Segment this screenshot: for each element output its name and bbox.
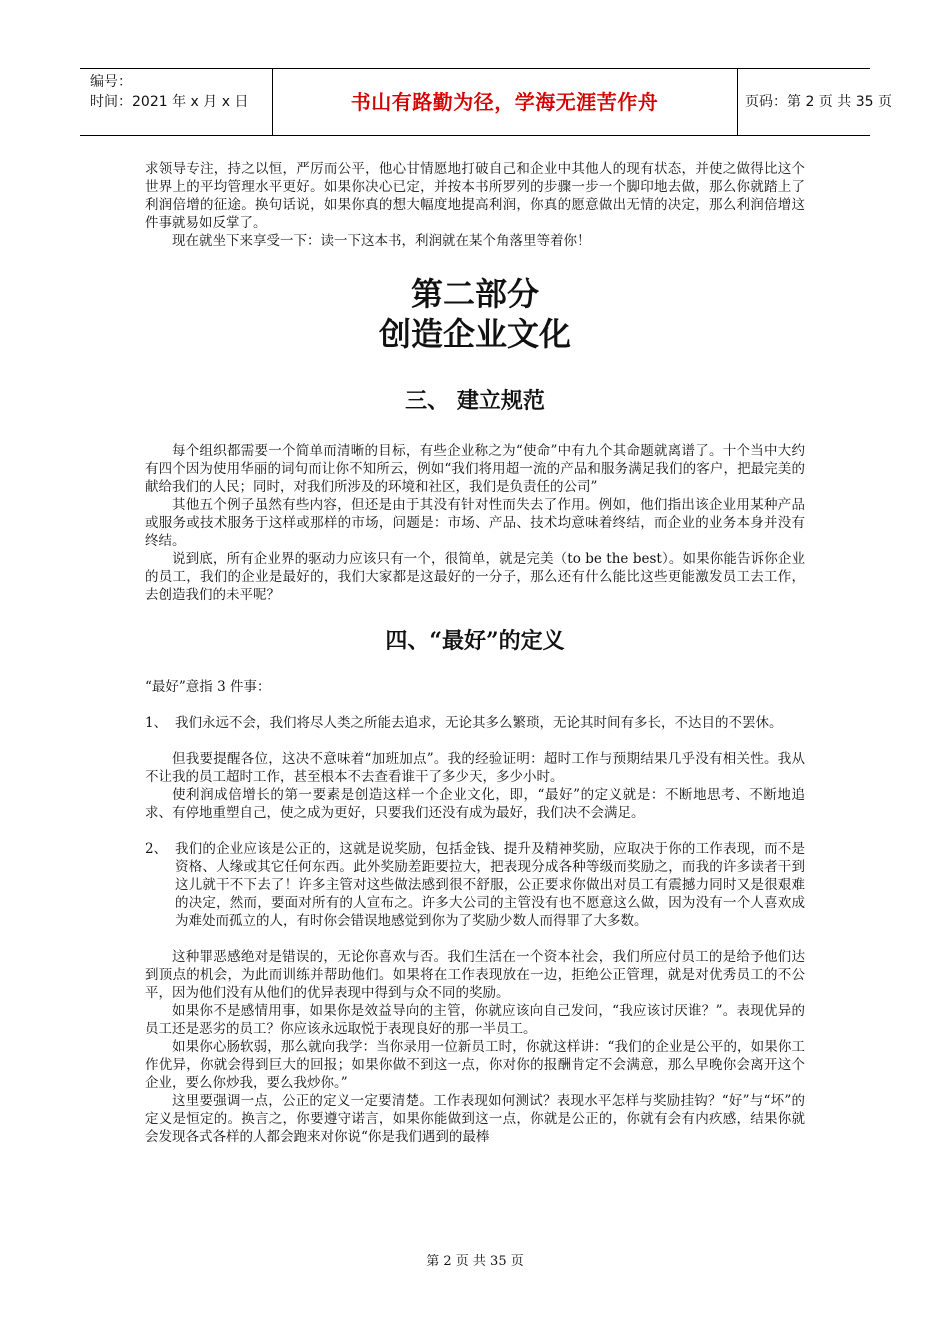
item-number: 1、 bbox=[145, 715, 168, 731]
body-paragraph: 如果你不是感情用事，如果你是效益导向的主管，你就应该向自己发问，“我应该讨厌谁？”。表现优异的员工还是恶劣的员工？你应该永远取悦于表现良好的那一半员工。 bbox=[145, 1003, 805, 1037]
body-paragraph: 其他五个例子虽然有些内容，但还是由于其没有针对性而失去了作用。例如，他们指出该企业用某种产品或服务或技术服务于这样或那样的市场，问题是：市场、产品、技术均意味着终结，而企业的业务本身并没有终结。 bbox=[145, 497, 805, 549]
header-motto-cell bbox=[272, 69, 738, 135]
body-paragraph: 说到底，所有企业界的驱动力应该只有一个，很简单，就是完美（to be the best）。如果你能告诉你企业的员工，我们的企业是最好的，我们大家都是这最好的一分子，那么还有什么能比这些更能激发员工去工作，去创造我们的未平呢？ bbox=[145, 551, 805, 603]
header-time: 时间：2021 年 x 月 x 日 bbox=[90, 94, 249, 110]
part-title: 第二部分 bbox=[410, 275, 539, 313]
numbered-item bbox=[145, 840, 805, 930]
item-text: 我们永远不会，我们将尽人类之所能去追求，无论其多么繁琐，无论其时间有多长，不达目的不罢休。 bbox=[175, 715, 783, 731]
lead-text: “最好”意指 3 件事： bbox=[145, 679, 271, 695]
header-meta-cell bbox=[80, 69, 273, 135]
body-paragraph: 这种罪恶感绝对是错误的，无论你喜欢与否。我们生活在一个资本社会，我们所应付员工的是给予他们达到顶点的机会，为此而训练并帮助他们。如果将在工作表现放在一边，拒绝公正管理，就是对优秀员工的不公平，因为他们没有从他们的优异表现中得到与众不同的奖励。 bbox=[145, 949, 805, 1001]
numbered-item bbox=[145, 714, 805, 732]
page-header bbox=[80, 68, 892, 136]
intro-paragraph: 现在就坐下来享受一下：读一下这本书，利润就在某个角落里等着你！ bbox=[172, 233, 591, 249]
section-heading: 三、 建立规范 bbox=[405, 388, 545, 414]
item-number: 2、 bbox=[145, 841, 168, 857]
body-paragraph: 这里要强调一点，公正的定义一定要清楚。工作表现如何测试？表现水平怎样与奖励挂钩？“好”与“坏”的定义是恒定的。换言之，你要遵守诺言，如果你能做到这一点，你就是公正的，你就有会有内疚感，结果你就会发现各式各样的人都会跑来对你说“你是我们遇到的最棒 bbox=[145, 1093, 805, 1145]
item-text: 我们的企业应该是公正的，这就是说奖励，包括金钱、提升及精神奖励，应取决于你的工作表现，而不是资格、人缘或其它任何东西。此外奖励差距要拉大，把表现分成各种等级而奖励之，而我的许多读者干到这儿就干不下去了！许多主管对这些做法感到很不舒服，公正要求你做出对员工有震撼力同时又是很艰难的决定，然而，要面对所有的人宣布之。许多大公司的主管没有也不愿意这么做，因为没有一个人喜欢成为难处而孤立的人，有时你会错误地感觉到你为了奖励少数人而得罪了大多数。 bbox=[175, 841, 805, 929]
body-paragraph: 但我要提醒各位，这决不意味着“加班加点”。我的经验证明：超时工作与预期结果几乎没有相关性。我从不让我的员工超时工作，甚至根本不去查看谁干了多少天，多少小时。 bbox=[145, 751, 805, 785]
page-footer: 第 2 页 共 35 页 bbox=[426, 1254, 524, 1269]
body-paragraph: 如果你心肠软弱，那么就向我学：当你录用一位新员工时，你就这样讲：“我们的企业是公平的，如果你工作优异，你就会得到巨大的回报；如果你做不到这一点，你对你的报酬肯定不会满意，那么早晚你会离开这个企业，要么你炒我，要么我炒你。” bbox=[145, 1039, 805, 1091]
body-paragraph: 每个组织都需要一个简单而清晰的目标，有些企业称之为“使命”中有九个其命题就离谱了。十个当中大约有四个因为使用华丽的词句而让你不知所云，例如“我们将用超一流的产品和服务满足我们的客户，把最完美的献给我们的人民；同时，对我们所涉及的环境和社区，我们是负责任的公司” bbox=[145, 443, 805, 495]
header-page-number: 页码：第 2 页 共 35 页 bbox=[745, 94, 892, 110]
section-heading: 四、“最好”的定义 bbox=[385, 628, 565, 654]
part-subtitle: 创造企业文化 bbox=[378, 315, 571, 353]
header-page-cell bbox=[737, 69, 892, 135]
header-code: 编号： bbox=[90, 74, 132, 90]
body-paragraph: 使利润成倍增长的第一要素是创造这样一个企业文化，即，“最好”的定义就是：不断地思考、不断地追求、有停地重塑自己，使之成为更好，只要我们还没有成为最好，我们决不会满足。 bbox=[145, 787, 805, 821]
header-motto: 书山有路勤为径，学海无涯苦作舟 bbox=[350, 90, 659, 114]
document-body bbox=[145, 160, 805, 1146]
intro-paragraph: 求领导专注，持之以恒，严厉而公平，他心甘情愿地打破自己和企业中其他人的现有状态，并使之做得比这个世界上的平均管理水平更好。如果你决心已定，并按本书所罗列的步骤一步一个脚印地去做，那么你就踏上了利润倍增的征途。换句话说，如果你真的想大幅度地提高利润，你真的愿意做出无情的决定，那么利润倍增这件事就易如反掌了。 bbox=[145, 161, 805, 231]
